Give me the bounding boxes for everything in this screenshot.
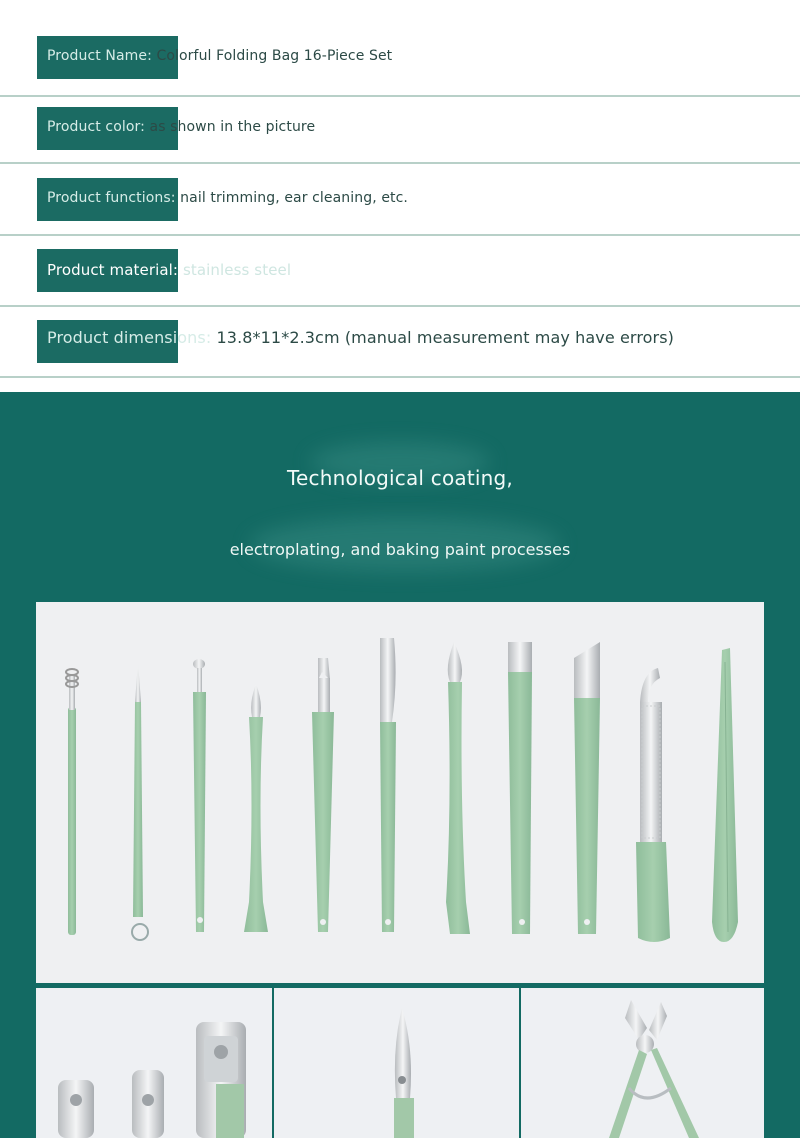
double-end-cuticle-pusher [244,684,268,932]
spec-value: 13.8*11*2.3cm (manual measurement may have errors) [216,328,674,347]
spec-row-material [0,213,800,283]
spec-text [47,48,392,64]
spec-text [47,261,291,279]
cuticle-nipper-photo [521,988,764,1138]
feature-band [0,392,800,1138]
spec-value: stainless steel [182,261,292,279]
spec-row-functions [0,142,800,212]
spec-text [47,328,674,347]
tools-illustration [36,602,764,983]
angled-skin-scraper-tool [574,642,600,934]
feature-title: Technological coating, [287,466,513,490]
eyebrow-razor-tool [380,638,396,932]
nail-file-tool [636,668,670,942]
spec-label: Product Name: [47,48,157,64]
spec-label: Product dimensions: [47,328,217,347]
blackhead-needle-tool [132,662,148,940]
divider [0,376,800,378]
spec-label: Product color: [47,119,150,135]
spec-value: Colorful Folding Bag 16-Piece Set [156,48,393,64]
cuticle-pusher-tool [446,642,470,934]
spec-text [47,190,408,206]
spec-label: Product functions: [47,190,181,206]
spec-row-color [0,71,800,141]
ear-scoop-tool [193,659,206,932]
spec-label: Product material: [47,261,183,279]
spec-row-dimensions [0,284,800,354]
tools-photo [36,602,764,983]
spec-text [47,119,315,135]
tweezers-tool [712,648,738,942]
spec-row-name [0,0,800,70]
spec-value: nail trimming, ear cleaning, etc. [180,190,408,206]
nail-clippers-illustration [36,988,272,1138]
scissors-photo [274,988,519,1138]
cuticle-trimmer-tool [312,658,334,932]
slant-skin-scraper-tool [508,642,532,934]
feature-subtitle: electroplating, and baking paint processes [229,540,571,559]
cuticle-nipper-illustration [521,988,764,1138]
product-specs [0,0,800,392]
scissors-illustration [274,988,519,1138]
nail-clippers-photo [36,988,272,1138]
spec-value: as shown in the picture [149,119,316,135]
ear-pick-spiral-tool [66,669,78,935]
